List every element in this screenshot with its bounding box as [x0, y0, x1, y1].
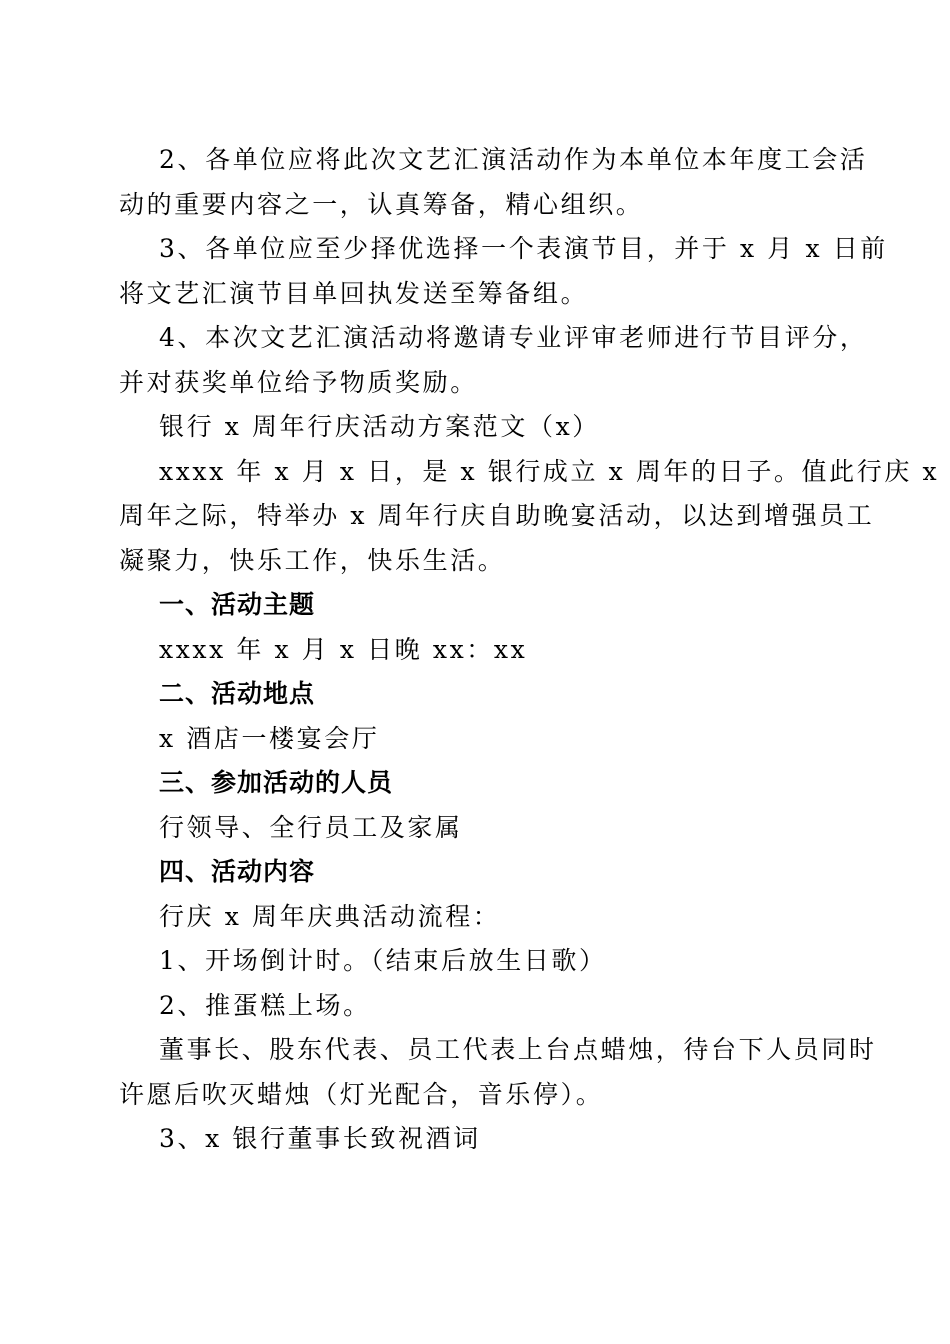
paragraph-line: 1、开场倒计时。（结束后放生日歌） — [159, 946, 607, 975]
document-page — [119, 138, 940, 1162]
paragraph-line: 许愿后吹灭蜡烛（灯光配合，音乐停）。 — [119, 1079, 604, 1109]
paragraph-line: 3、各单位应至少择优选择一个表演节目，并于 x 月 x 日前 — [159, 234, 888, 263]
paragraph-line: 4、本次文艺汇演活动将邀请专业评审老师进行节目评分， — [159, 323, 868, 352]
paragraph-line: 董事长、股东代表、员工代表上台点蜡烛，待台下人员同时 — [159, 1035, 877, 1064]
paragraph-line: 银行 x 周年行庆活动方案范文（x） — [159, 412, 600, 441]
paragraph-line: xxxx 年 x 月 x 日晚 xx：xx — [159, 634, 528, 664]
paragraph-line: 行庆 x 周年庆典活动流程： — [159, 901, 501, 931]
paragraph-line: 凝聚力，快乐工作，快乐生活。 — [119, 545, 506, 575]
paragraph-line: 动的重要内容之一，认真筹备，精心组织。 — [119, 189, 644, 219]
section-heading: 三、参加活动的人员 — [159, 768, 394, 797]
paragraph-line: 周年之际，特举办 x 周年行庆自助晚宴活动，以达到增强员工 — [119, 501, 875, 530]
paragraph-line: 2、推蛋糕上场。 — [159, 990, 371, 1020]
paragraph-line: 2、各单位应将此次文艺汇演活动作为本单位本年度工会活 — [159, 145, 868, 174]
paragraph-line: 3、x 银行董事长致祝酒词 — [159, 1124, 481, 1153]
paragraph-line: 将文艺汇演节目单回执发送至筹备组。 — [119, 278, 589, 308]
section-heading: 四、活动内容 — [159, 857, 316, 886]
paragraph-line: 行领导、全行员工及家属 — [159, 812, 463, 842]
paragraph-line: x 酒店一楼宴会厅 — [159, 723, 380, 753]
paragraph-line: 并对获奖单位给予物质奖励。 — [119, 367, 478, 397]
section-heading: 二、活动地点 — [159, 679, 316, 708]
paragraph-line: xxxx 年 x 月 x 日，是 x 银行成立 x 周年的日子。值此行庆 x — [159, 456, 940, 486]
section-heading: 一、活动主题 — [159, 590, 316, 619]
